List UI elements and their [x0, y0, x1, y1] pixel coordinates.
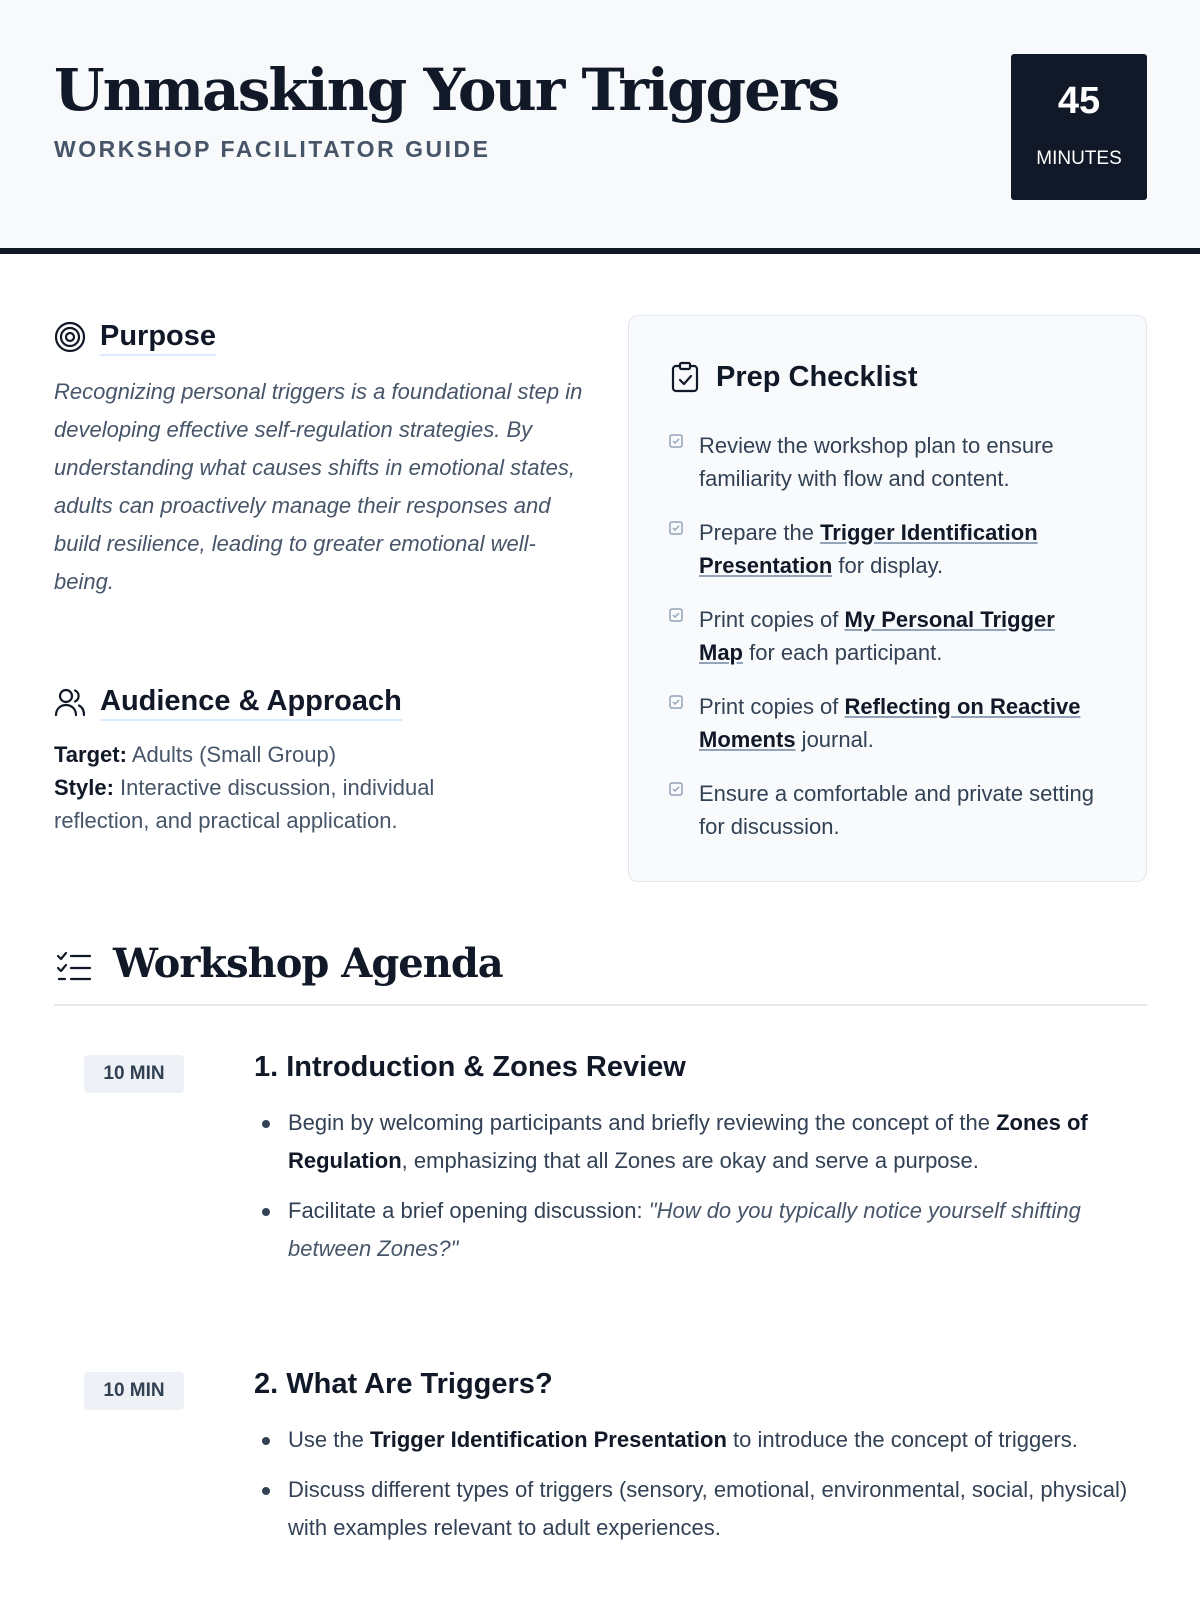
prep-checklist-heading: Prep Checklist — [716, 361, 918, 393]
bullet-text: Begin by welcoming participants and briefly reviewing the concept of the — [288, 1110, 997, 1135]
audience-details — [54, 738, 534, 837]
audience-heading: Audience & Approach — [100, 684, 402, 721]
purpose-heading: Purpose — [100, 319, 216, 356]
checkbox-icon — [669, 608, 683, 627]
discussion-prompt: "How do you typically notice yourself shifting between Zones?" — [288, 1198, 1081, 1261]
material-link[interactable]: Trigger Identification Presentation — [369, 1427, 727, 1452]
target-icon — [54, 321, 86, 353]
audience-style-label: Style: — [54, 775, 114, 800]
prep-item-text-plain: Review the workshop plan to ensure familiarity with flow and content. — [699, 433, 1054, 491]
prep-item — [669, 516, 1109, 582]
agenda-step-bullets — [254, 1421, 1144, 1559]
divider — [54, 1004, 1147, 1006]
checkbox-icon — [669, 521, 683, 540]
prep-item-text — [699, 777, 1099, 843]
prep-item — [669, 777, 1109, 843]
bullet-text: to introduce the concept of triggers. — [726, 1427, 1078, 1452]
prep-item-text — [699, 429, 1099, 495]
audience-target-value: Adults (Small Group) — [131, 742, 337, 767]
duration-unit: MINUTES — [1036, 148, 1122, 169]
prep-item — [669, 429, 1109, 495]
list-item — [254, 1192, 1144, 1268]
audience-style-line — [54, 771, 534, 837]
list-checks-icon — [56, 950, 92, 982]
purpose-text: Recognizing personal triggers is a foundational step in developing effective self-regulation strategies. By understanding what causes shifts in emotional states, adults can proactively manage their responses and build resilience, leading to greater emotional well-being. — [54, 379, 583, 594]
audience-target-line — [54, 738, 534, 771]
bullet-text: , emphasizing that all Zones are okay and serve a purpose. — [401, 1148, 979, 1173]
bullet-text: Use the — [288, 1427, 370, 1452]
checkbox-icon — [669, 782, 683, 801]
agenda-step-title: 2. What Are Triggers? — [254, 1368, 553, 1400]
material-link[interactable]: Reflecting on Reactive Moments — [699, 694, 1081, 752]
agenda-heading: Workshop Agenda — [113, 940, 503, 987]
checkbox-icon — [669, 434, 683, 453]
page-subtitle: WORKSHOP FACILITATOR GUIDE — [54, 136, 491, 162]
material-link[interactable]: My Personal Trigger Map — [699, 607, 1055, 665]
clipboard-check-icon — [671, 361, 699, 393]
audience-target-label: Target: — [54, 742, 127, 767]
time-badge: 10 MIN — [84, 1372, 184, 1410]
bullet-text: Discuss different types of triggers (sensory, emotional, environmental, social, physical) with examples relevant to adult experiences. — [288, 1477, 1128, 1540]
prep-checklist-card — [628, 315, 1147, 882]
duration-value: 45 — [1057, 80, 1101, 122]
prep-item-text-plain: Ensure a comfortable and private setting for discussion. — [699, 781, 1095, 839]
agenda-step-title: 1. Introduction & Zones Review — [254, 1051, 686, 1083]
bullet-emphasis: Zones of Regulation — [288, 1110, 1088, 1173]
checkbox-icon — [669, 695, 683, 714]
prep-item — [669, 690, 1109, 756]
prep-item-text — [699, 690, 1099, 756]
page-header — [0, 0, 1200, 254]
prep-item-text-plain: Print copies of — [699, 694, 845, 719]
prep-item-text-plain: Prepare the — [699, 520, 821, 545]
list-item — [254, 1471, 1144, 1547]
prep-item-text — [699, 516, 1099, 582]
agenda-step-bullets — [254, 1104, 1144, 1280]
prep-item-text — [699, 603, 1099, 669]
time-badge: 10 MIN — [84, 1055, 184, 1093]
users-icon — [54, 687, 86, 717]
duration-badge — [1011, 54, 1147, 200]
list-item — [254, 1421, 1144, 1459]
prep-item — [669, 603, 1109, 669]
list-item — [254, 1104, 1144, 1180]
page-title: Unmasking Your Triggers — [54, 56, 839, 124]
prep-item-text-plain: for display. — [832, 553, 944, 578]
material-link[interactable]: Trigger Identification Presentation — [699, 520, 1038, 578]
prep-item-text-plain: for each participant. — [743, 640, 943, 665]
prep-item-text-plain: Print copies of — [699, 607, 845, 632]
prep-item-text-plain: journal. — [795, 727, 874, 752]
audience-style-value: Interactive discussion, individual reflection, and practical application. — [54, 775, 435, 833]
bullet-text: Facilitate a brief opening discussion: — [288, 1198, 649, 1223]
